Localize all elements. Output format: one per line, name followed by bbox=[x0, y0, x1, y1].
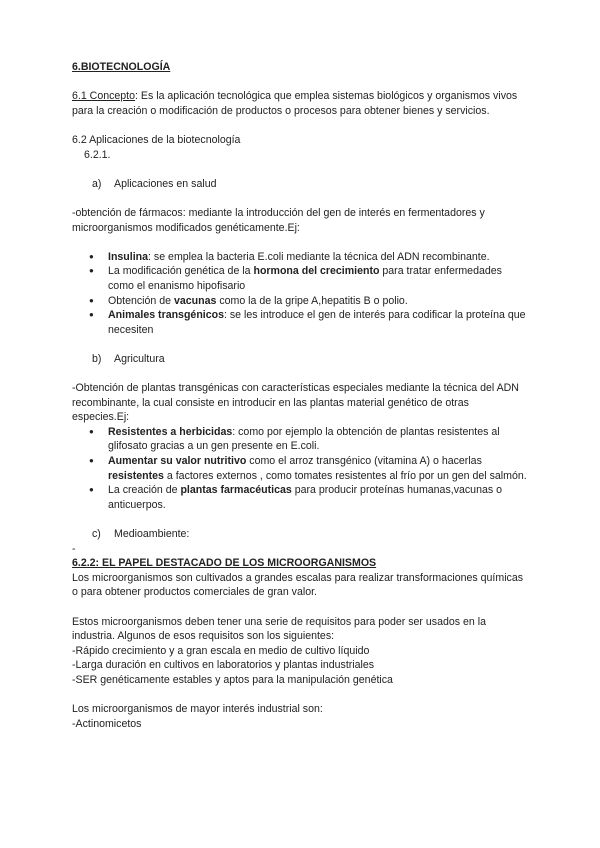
concepto-paragraph bbox=[72, 89, 528, 118]
subsection-medioambiente bbox=[72, 527, 528, 542]
subsection-marker: a) bbox=[92, 177, 102, 190]
micro-intro-paragraph: Los microorganismos son cultivados a grandes escalas para realizar transformaciones químicas o para obtener productos comerciales de gran valor. bbox=[72, 571, 524, 599]
document-title: 6.BIOTECNOLOGÍA bbox=[72, 61, 171, 73]
document-page bbox=[72, 60, 528, 731]
dash-line: - bbox=[72, 542, 76, 555]
subsection-label: Aplicaciones en salud bbox=[114, 177, 217, 190]
subsection-agricultura bbox=[72, 352, 528, 367]
aplicaciones-heading: 6.2 Aplicaciones de la biotecnología bbox=[72, 133, 241, 146]
list-item: ● Animales transgénicos: se les introduce el gen de interés para codificar la proteína que necesiten bbox=[108, 308, 528, 337]
list-item: ● La creación de plantas farmacéuticas para producir proteínas humanas,vacunas o anticuerpos. bbox=[108, 483, 528, 512]
concepto-label: 6.1 Concepto bbox=[72, 90, 136, 103]
list-item: ● Resistentes a herbicidas: como por ejemplo la obtención de plantas resistentes al glifosato gracias a un gen presente en E.coli. bbox=[108, 425, 528, 454]
salud-bullet-list bbox=[72, 250, 528, 338]
section-number-621: 6.2.1. bbox=[84, 148, 111, 161]
list-item: ● Aumentar su valor nutritivo como el arroz transgénico (vitamina A) o hacerlas resistentes a factores externos , como tomates resistentes al frío por un gen del salmón. bbox=[108, 454, 528, 483]
subsection-label: Agricultura bbox=[114, 352, 165, 365]
list-item: ● Insulina: se emplea la bacteria E.coli mediante la técnica del ADN recombinante. bbox=[108, 250, 528, 265]
subsection-marker: c) bbox=[92, 528, 101, 540]
requisitos-intro-paragraph: Estos microorganismos deben tener una serie de requisitos para poder ser usados en la industria. Algunos de esos requisitos son los siguientes: bbox=[72, 615, 486, 643]
list-item: ● La modificación genética de la hormona del crecimiento para tratar enfermedades como el enanismo hipofisario bbox=[108, 264, 528, 293]
subsection-marker: b) bbox=[92, 352, 102, 365]
requisito-line: -Larga duración en cultivos en laboratorios y plantas industriales bbox=[72, 659, 375, 672]
subsection-salud bbox=[72, 177, 528, 192]
requisito-line: -Rápido crecimiento y a gran escala en medio de cultivo líquido bbox=[72, 644, 370, 657]
list-item: ● Obtención de vacunas como la de la gripe A,hepatitis B o polio. bbox=[108, 294, 528, 309]
plantas-paragraph: -Obtención de plantas transgénicas con características especiales mediante la técnica del ADN recombinante, la cual consiste en introducir en las plantas material genético de otras especies.Ej: bbox=[72, 382, 519, 424]
requisito-line: -SER genéticamente estables y aptos para la manipulación genética bbox=[72, 673, 393, 686]
farmacos-paragraph: -obtención de fármacos: mediante la introducción del gen de interés en fermentadores y microorganismos modificados genéticamente.Ej: bbox=[72, 206, 485, 234]
section-heading-622: 6.2.2: EL PAPEL DESTACADO DE LOS MICROORGANISMOS bbox=[72, 557, 377, 570]
concepto-text: : Es la aplicación tecnológica que emplea sistemas biológicos y organismos vivos para la creación o modificación de productos o procesos para obtener bienes y servicios. bbox=[72, 90, 518, 117]
interes-item: -Actinomicetos bbox=[72, 717, 142, 730]
interes-intro-paragraph: Los microorganismos de mayor interés industrial son: bbox=[72, 703, 323, 716]
agricultura-bullet-list bbox=[72, 425, 528, 513]
subsection-label: Medioambiente: bbox=[114, 528, 190, 540]
